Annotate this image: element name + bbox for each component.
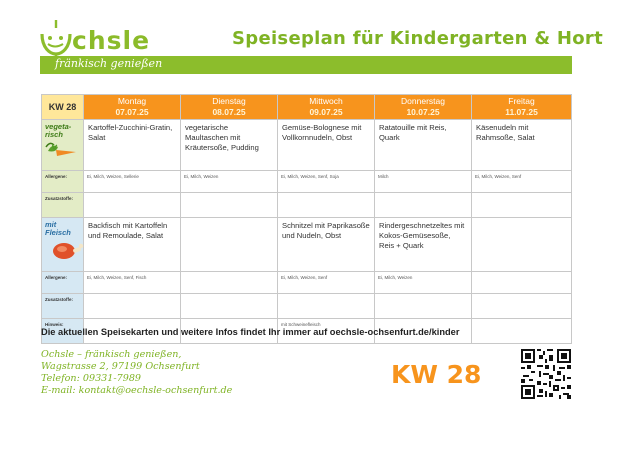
veg-category-cell bbox=[42, 120, 84, 171]
allergens-cell: Milch bbox=[375, 171, 472, 193]
contact-line: Wagstrasse 2, 97199 Ochsenfurt bbox=[41, 361, 200, 372]
additives-cell bbox=[375, 193, 472, 218]
allergens-cell: Ei, Milch, Weizen, Senf bbox=[278, 272, 375, 294]
dish-cell: Kartoffel-Zucchini-Gratin, Salat bbox=[84, 120, 181, 171]
allergens-cell: Ei, Milch, Weizen, Senf, Fisch bbox=[84, 272, 181, 294]
logo-wordmark: chsle bbox=[72, 26, 151, 55]
day-name: Freitag bbox=[508, 96, 535, 106]
dish-cell: Backfisch mit Kartoffeln und Remoulade, Salat bbox=[84, 218, 181, 272]
dish-cell: vegetarische Maultaschen mit Kräutersoße, Pudding bbox=[181, 120, 278, 171]
menu-table bbox=[41, 94, 572, 344]
additives-label: Zusatzstoffe: bbox=[42, 193, 84, 218]
allergens-cell: Ei, Milch, Weizen bbox=[181, 171, 278, 193]
vegetables-icon bbox=[44, 141, 78, 159]
day-header bbox=[278, 95, 375, 120]
dish-cell: Rindergeschnetzeltes mit Kokos-Gemüsesoße, Reis + Quark bbox=[375, 218, 472, 272]
day-date: 07.07.25 bbox=[115, 107, 149, 117]
week-badge: KW 28 bbox=[391, 360, 482, 389]
contact-email: E-mail: kontakt@oechsle-ochsenfurt.de bbox=[41, 385, 233, 396]
additives-cell bbox=[472, 193, 572, 218]
contact-line: Telefon: 09331-7989 bbox=[41, 373, 142, 384]
day-name: Montag bbox=[117, 96, 147, 106]
meat-category-label bbox=[42, 218, 83, 237]
meat-label-line1: mit bbox=[45, 220, 57, 229]
allergens-cell: Ei, Milch, Weizen, Senf bbox=[472, 171, 572, 193]
additives-cell bbox=[181, 193, 278, 218]
meat-category-cell bbox=[42, 218, 84, 272]
dish-cell: Käsenudeln mit Rahmsoße, Salat bbox=[472, 120, 572, 171]
day-name: Donnerstag bbox=[401, 96, 445, 106]
dish-cell bbox=[472, 218, 572, 272]
meat-dish-row bbox=[42, 218, 572, 272]
additives-cell bbox=[181, 294, 278, 319]
meat-icon bbox=[50, 239, 84, 261]
additives-cell bbox=[375, 294, 472, 319]
additives-cell bbox=[84, 294, 181, 319]
additives-cell bbox=[84, 193, 181, 218]
day-name: Dienstag bbox=[212, 96, 246, 106]
notes-cell bbox=[472, 319, 572, 344]
day-name: Mittwoch bbox=[309, 96, 343, 106]
contact-line: Ochsle – fränkisch genießen, bbox=[41, 349, 182, 360]
page-title: Speiseplan für Kindergarten & Hort bbox=[232, 28, 603, 49]
dish-cell: Ratatouille mit Reis, Quark bbox=[375, 120, 472, 171]
veg-allergens-row bbox=[42, 171, 572, 193]
additives-label: Zusatzstoffe: bbox=[42, 294, 84, 319]
allergens-cell bbox=[472, 272, 572, 294]
dish-cell: Schnitzel mit Paprikasoße und Nudeln, Obst bbox=[278, 218, 375, 272]
dish-cell bbox=[181, 218, 278, 272]
day-date: 11.07.25 bbox=[505, 107, 538, 117]
veg-additives-row bbox=[42, 193, 572, 218]
notes-label: Hinweis: bbox=[42, 319, 84, 344]
veg-category-label bbox=[42, 120, 83, 139]
veg-dish-row bbox=[42, 120, 572, 171]
meat-additives-row bbox=[42, 294, 572, 319]
veg-label-line2: risch bbox=[45, 130, 63, 139]
day-date: 10.07.25 bbox=[406, 107, 440, 117]
contact-block bbox=[41, 349, 232, 397]
veg-label-line1: vegeta- bbox=[45, 122, 72, 131]
day-header bbox=[375, 95, 472, 120]
info-text: Die aktuellen Speisekarten und weitere Infos findet Ihr immer auf oechsle-ochsenfurt.de/kinder bbox=[41, 327, 460, 337]
day-date: 08.07.25 bbox=[212, 107, 246, 117]
tagline: fränkisch genießen bbox=[55, 57, 163, 70]
dish-cell: Gemüse-Bolognese mit Vollkornnudeln, Obst bbox=[278, 120, 375, 171]
day-header bbox=[181, 95, 278, 120]
meat-allergens-row bbox=[42, 272, 572, 294]
day-header bbox=[472, 95, 572, 120]
allergens-label: Allergene: bbox=[42, 272, 84, 294]
qr-code-icon[interactable] bbox=[521, 349, 571, 399]
allergens-cell: Ei, Milch, Weizen, Sellerie bbox=[84, 171, 181, 193]
day-date: 09.07.25 bbox=[309, 107, 343, 117]
allergens-cell: Ei, Milch, Weizen, Senf, Soja bbox=[278, 171, 375, 193]
allergens-cell: Ei, Milch, Weizen bbox=[375, 272, 472, 294]
allergens-label: Allergene: bbox=[42, 171, 84, 193]
additives-cell bbox=[278, 193, 375, 218]
notes-cell: mit Schweinefleisch bbox=[278, 319, 375, 344]
additives-cell bbox=[278, 294, 375, 319]
additives-cell bbox=[472, 294, 572, 319]
meat-label-line2: Fleisch bbox=[45, 228, 71, 237]
week-cell: KW 28 bbox=[42, 95, 84, 120]
day-header bbox=[84, 95, 181, 120]
allergens-cell bbox=[181, 272, 278, 294]
table-header-row bbox=[42, 95, 572, 120]
